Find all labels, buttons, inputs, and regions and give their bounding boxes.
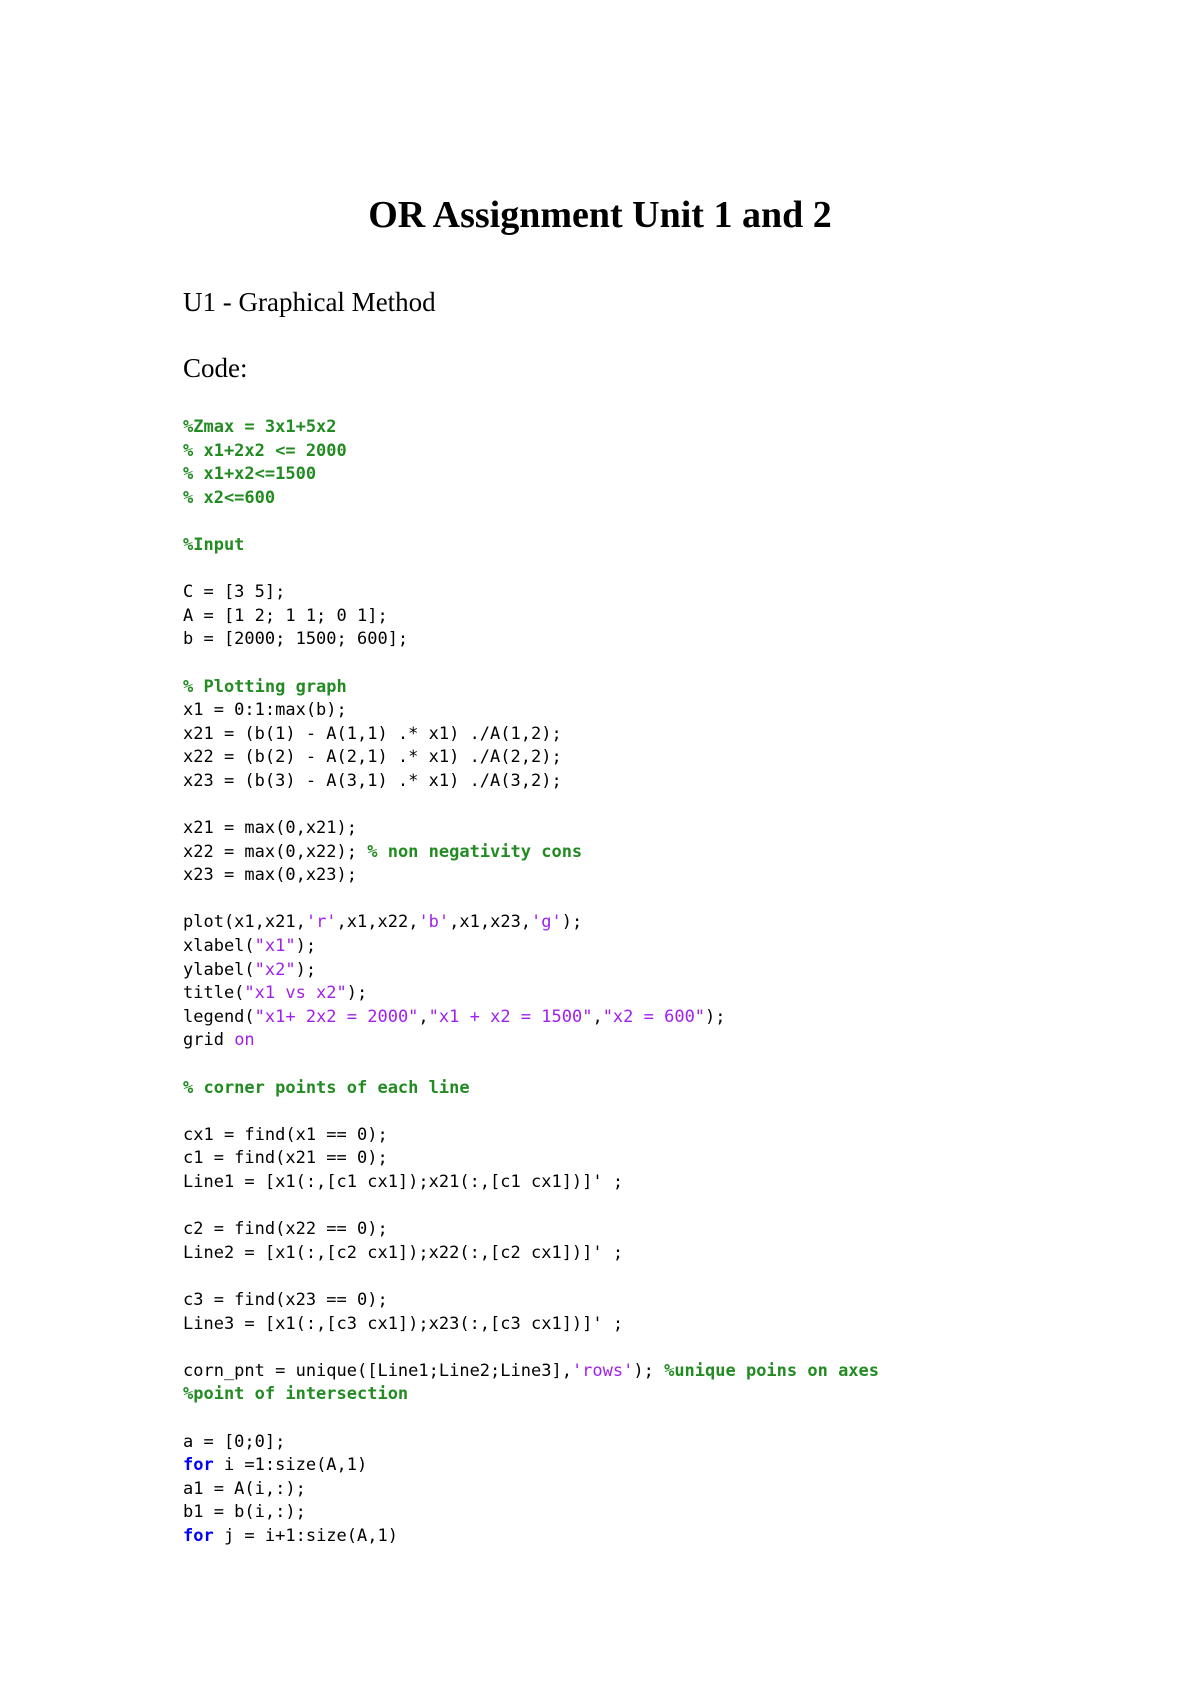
code-text: ); xyxy=(295,936,317,957)
code-line xyxy=(183,746,1163,770)
code-comment: % non negativity cons xyxy=(367,841,583,862)
code-line xyxy=(183,699,1163,723)
code-line xyxy=(183,864,1163,888)
code-string: "x1" xyxy=(254,936,296,957)
code-line xyxy=(183,1006,1163,1030)
code-text: ); xyxy=(705,1006,726,1027)
code-text: ); xyxy=(295,959,317,980)
code-line xyxy=(183,935,1163,959)
code-line xyxy=(183,959,1163,983)
code-text: j = i+1:size(A,1) xyxy=(213,1525,398,1546)
code-label: Code: xyxy=(183,353,248,383)
code-string: on xyxy=(234,1030,255,1051)
code-line xyxy=(183,1171,1163,1195)
code-text: ,x1,x22, xyxy=(336,912,419,933)
code-text: C = [3 5]; xyxy=(183,582,286,603)
code-line xyxy=(183,676,1163,700)
code-line xyxy=(183,510,1163,534)
code-line xyxy=(183,1407,1163,1431)
code-line xyxy=(183,440,1163,464)
code-text: xlabel( xyxy=(183,936,255,957)
code-text: x22 = max(0,x22); xyxy=(183,841,368,862)
code-comment: % Plotting graph xyxy=(183,676,347,697)
code-text: x21 = max(0,x21); xyxy=(183,818,357,839)
document-title: OR Assignment Unit 1 and 2 xyxy=(368,194,832,236)
code-text: Line3 = [x1(:,[c3 cx1]);x23(:,[c3 cx1])]' ; xyxy=(183,1313,624,1334)
code-comment: % x1+2x2 <= 2000 xyxy=(183,440,347,461)
code-comment: %unique poins on axes xyxy=(664,1360,880,1381)
code-line xyxy=(183,1218,1163,1242)
code-line xyxy=(183,416,1163,440)
code-line xyxy=(183,770,1163,794)
code-line xyxy=(183,1454,1163,1478)
code-line xyxy=(183,1029,1163,1053)
code-line xyxy=(183,1383,1163,1407)
code-line xyxy=(183,1265,1163,1289)
code-line xyxy=(183,1195,1163,1219)
code-line xyxy=(183,841,1163,865)
code-comment: %Zmax = 3x1+5x2 xyxy=(183,417,337,437)
code-keyword: for xyxy=(183,1455,214,1476)
code-text: Line2 = [x1(:,[c2 cx1]);x22(:,[c2 cx1])]' ; xyxy=(183,1242,624,1263)
code-text: i =1:size(A,1) xyxy=(213,1455,368,1476)
code-string: 'rows' xyxy=(571,1360,634,1381)
code-text: a1 = A(i,:); xyxy=(183,1478,306,1499)
code-text: x21 = (b(1) - A(1,1) .* x1) ./A(1,2); xyxy=(183,723,562,744)
code-string: "x1 + x2 = 1500" xyxy=(428,1006,593,1027)
code-line xyxy=(183,1100,1163,1124)
code-line xyxy=(183,652,1163,676)
code-text: x23 = max(0,x23); xyxy=(183,865,357,886)
code-text: x1 = 0:1:max(b); xyxy=(183,700,347,721)
code-comment: % x1+x2<=1500 xyxy=(183,464,317,485)
code-line xyxy=(183,534,1163,558)
code-text: plot(x1,x21, xyxy=(183,912,306,933)
code-text: a = [0;0]; xyxy=(183,1431,286,1452)
code-line xyxy=(183,1242,1163,1266)
code-line xyxy=(183,1336,1163,1360)
code-text: c3 = find(x23 == 0); xyxy=(183,1289,388,1310)
code-text: grid xyxy=(183,1030,235,1051)
code-comment: % x2<=600 xyxy=(183,487,276,508)
code-line xyxy=(183,1289,1163,1313)
code-text: ); xyxy=(633,1360,665,1381)
code-text: b = [2000; 1500; 600]; xyxy=(183,629,409,650)
code-line xyxy=(183,982,1163,1006)
code-line xyxy=(183,911,1163,935)
code-line xyxy=(183,1525,1163,1549)
code-line xyxy=(183,628,1163,652)
section-heading: U1 - Graphical Method xyxy=(183,287,436,317)
code-line xyxy=(183,1053,1163,1077)
code-text: legend( xyxy=(183,1006,255,1027)
code-comment: % corner points of each line xyxy=(183,1077,470,1098)
code-line xyxy=(183,581,1163,605)
code-string: "x1 vs x2" xyxy=(244,983,347,1004)
code-text: corn_pnt = unique([Line1;Line2;Line3], xyxy=(183,1360,572,1381)
code-line xyxy=(183,1501,1163,1525)
code-text: c2 = find(x22 == 0); xyxy=(183,1219,388,1240)
matlab-code-block xyxy=(183,416,1163,1549)
code-text: Line1 = [x1(:,[c1 cx1]);x21(:,[c1 cx1])]' ; xyxy=(183,1172,624,1192)
code-line xyxy=(183,1124,1163,1148)
code-comment: %Input xyxy=(183,534,245,555)
code-line xyxy=(183,463,1163,487)
code-text: c1 = find(x21 == 0); xyxy=(183,1148,388,1169)
code-text: A = [1 2; 1 1; 0 1]; xyxy=(183,605,388,626)
code-line xyxy=(183,1360,1163,1384)
code-line xyxy=(183,888,1163,912)
code-text: ); xyxy=(561,912,583,933)
code-line xyxy=(183,1431,1163,1455)
code-line xyxy=(183,1478,1163,1502)
code-text: title( xyxy=(183,983,245,1004)
code-string: "x1+ 2x2 = 2000" xyxy=(254,1006,419,1027)
code-text: , xyxy=(592,1006,603,1027)
code-line xyxy=(183,1313,1163,1337)
code-string: 'r' xyxy=(305,912,337,933)
code-text: , xyxy=(418,1006,429,1027)
code-string: "x2 = 600" xyxy=(602,1006,706,1027)
code-text: ); xyxy=(346,983,368,1004)
code-string: 'g' xyxy=(531,912,562,933)
code-line xyxy=(183,1147,1163,1171)
code-text: ylabel( xyxy=(183,959,255,980)
code-string: "x2" xyxy=(254,959,296,980)
code-line xyxy=(183,817,1163,841)
code-string: 'b' xyxy=(418,912,450,933)
code-text: cx1 = find(x1 == 0); xyxy=(183,1124,388,1145)
code-line xyxy=(183,605,1163,629)
code-keyword: for xyxy=(183,1525,214,1546)
code-line xyxy=(183,723,1163,747)
code-comment: %point of intersection xyxy=(183,1384,409,1405)
code-line xyxy=(183,794,1163,818)
code-text: b1 = b(i,:); xyxy=(183,1502,306,1523)
code-line xyxy=(183,1077,1163,1101)
code-text: x23 = (b(3) - A(3,1) .* x1) ./A(3,2); xyxy=(183,770,562,791)
code-text: x22 = (b(2) - A(2,1) .* x1) ./A(2,2); xyxy=(183,747,562,768)
code-text: ,x1,x23, xyxy=(449,912,532,933)
code-line xyxy=(183,558,1163,582)
code-line xyxy=(183,487,1163,511)
